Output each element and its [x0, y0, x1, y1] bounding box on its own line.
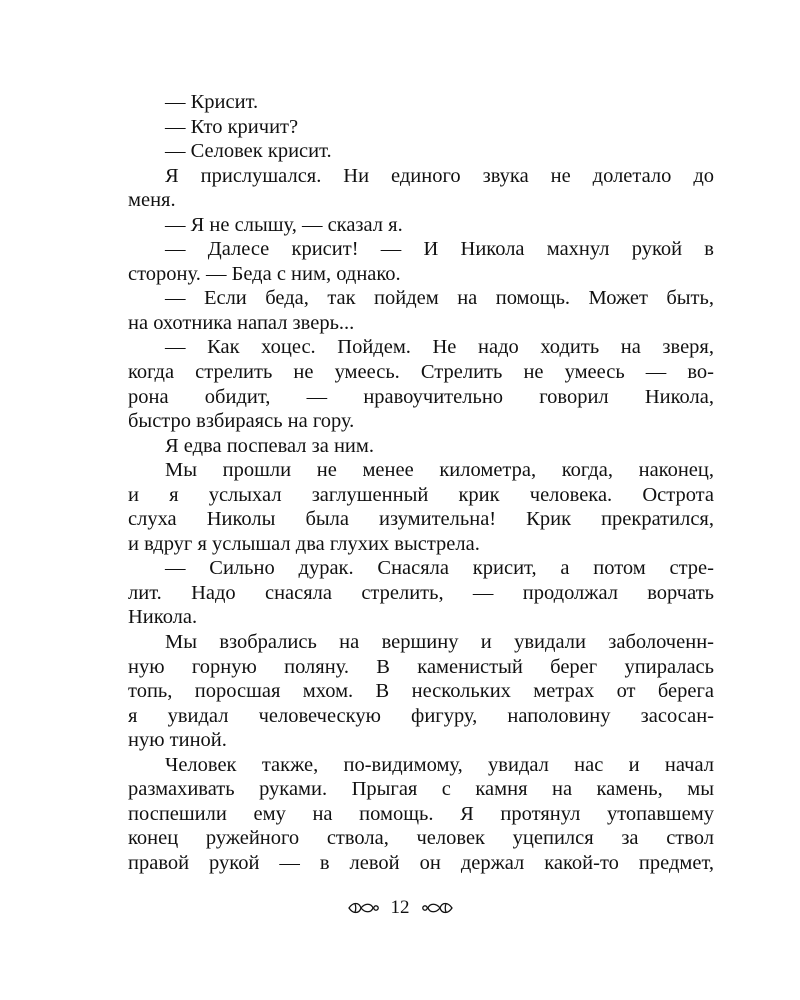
page-body-text: [128, 90, 714, 876]
text-line: конец ружейного ствола, человек уцепился за ствол: [128, 827, 714, 850]
text-line: и вдруг я услышал два глухих выстрела.: [128, 532, 480, 555]
text-line: Я едва поспевал за ним.: [165, 434, 374, 457]
text-line: на охотника напал зверь...: [128, 311, 355, 334]
text-line: — Крисит.: [165, 91, 259, 113]
text-line: Человек также, по-видимому, увидал нас и начал: [165, 753, 714, 776]
text-line: Мы прошли не менее километра, когда, наконец,: [165, 459, 714, 482]
text-line: быстро взбираясь на гору.: [128, 410, 355, 433]
text-line: сторону. — Беда с ним, однако.: [128, 262, 401, 285]
text-line: — Далесе крисит! — И Никола махнул рукой в: [165, 238, 714, 261]
page-footer: [0, 896, 800, 920]
page-number: 12: [390, 897, 410, 918]
text-line: правой рукой — в левой он держал какой-то предмет,: [128, 851, 714, 874]
text-line: размахивать руками. Прыгая с камня на камень, мы: [128, 778, 714, 801]
text-line: я увидал человеческую фигуру, наполовину засосан-: [128, 704, 714, 727]
text-line: Я прислушался. Ни единого звука не долетало до: [165, 164, 714, 187]
left-ornament-icon: [347, 900, 381, 916]
text-line: топь, поросшая мхом. В нескольких метрах от берега: [128, 680, 714, 703]
text-line: и я услыхал заглушенный крик человека. Острота: [128, 483, 714, 506]
text-line: ную горную поляну. В каменистый берег упиралась: [128, 655, 714, 678]
text-line: слуха Николы была изумительна! Крик прекратился,: [128, 508, 714, 531]
text-line: — Я не слышу, — сказал я.: [165, 213, 403, 236]
text-line: рона обидит, — нравоучительно говорил Никола,: [128, 385, 714, 408]
text-line: лит. Надо снасяла стрелить, — продолжал ворчать: [128, 581, 714, 604]
text-line: Никола.: [128, 606, 198, 629]
text-line: ную тиной.: [128, 729, 227, 752]
text-line: — Селовек крисит.: [165, 140, 332, 163]
text-line: меня.: [128, 189, 176, 212]
text-line: — Кто кричит?: [165, 115, 299, 138]
right-ornament-icon: [420, 900, 454, 916]
text-line: — Если беда, так пойдем на помощь. Может быть,: [165, 287, 714, 310]
text-line: поспешили ему на помощь. Я протянул утопавшему: [128, 802, 714, 825]
text-line: — Сильно дурак. Снасяла крисит, а потом стре-: [165, 557, 714, 580]
text-line: когда стрелить не умеесь. Стрелить не умеесь — во-: [128, 361, 714, 384]
text-line: — Как хоцес. Пойдем. Не надо ходить на зверя,: [165, 336, 714, 359]
text-line: Мы взобрались на вершину и увидали заболоченн-: [165, 631, 714, 654]
